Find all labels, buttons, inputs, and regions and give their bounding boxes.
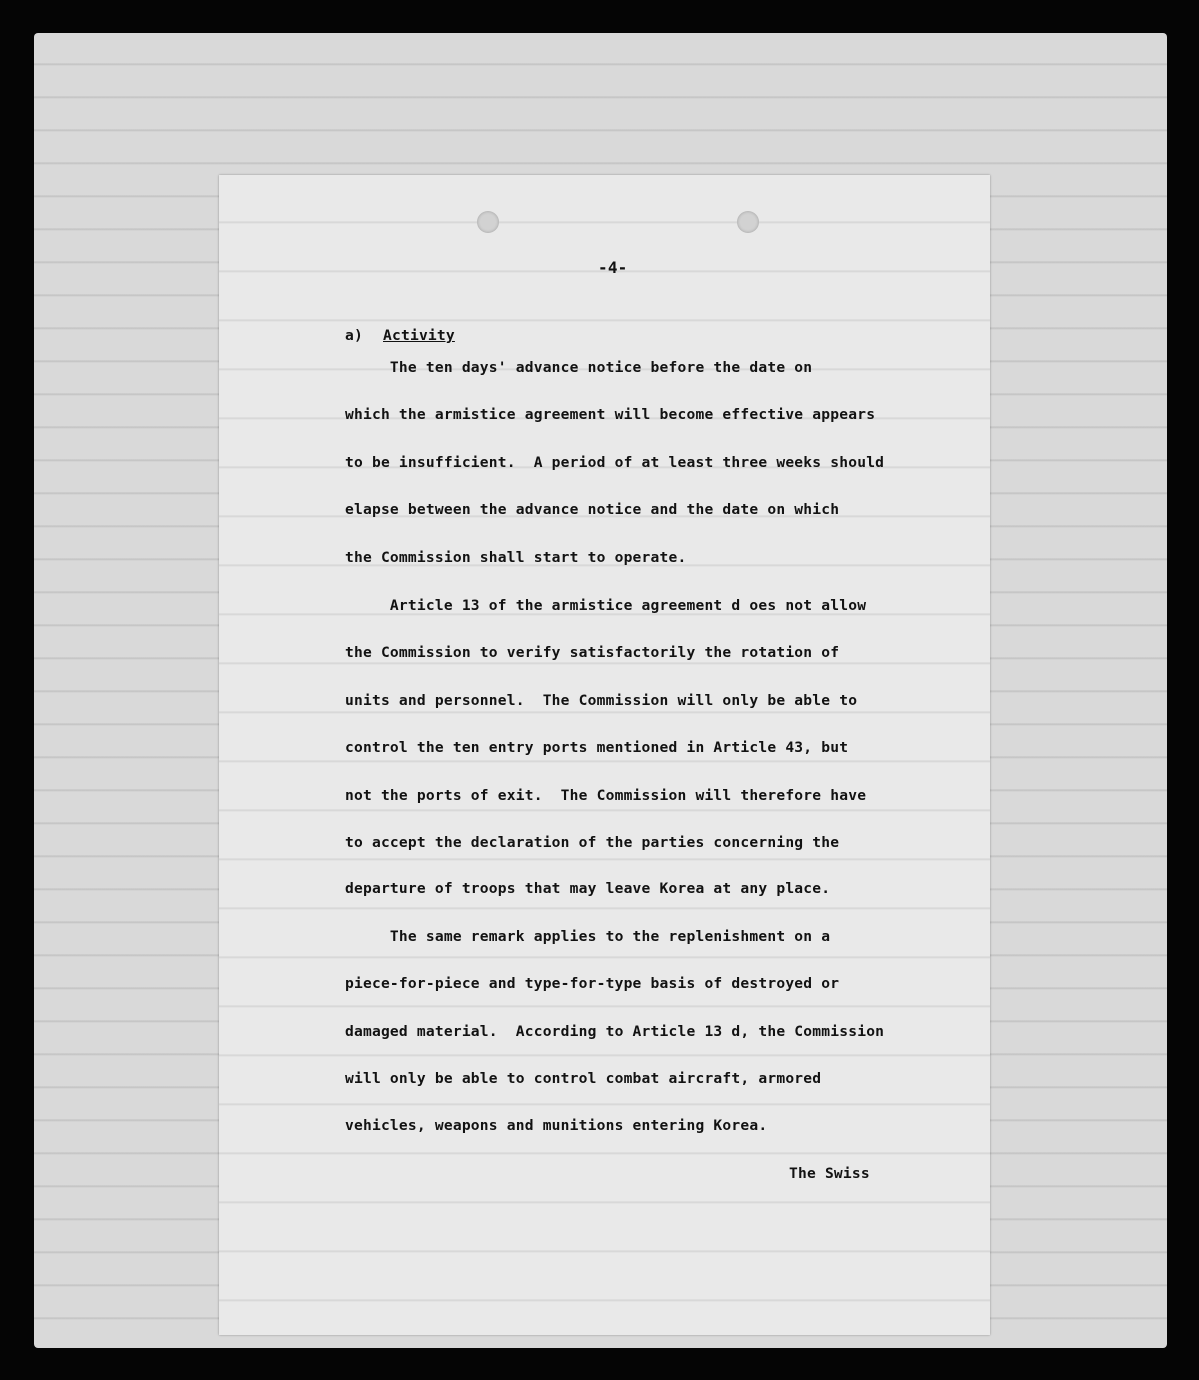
body-line: The ten days' advance notice before the date on	[345, 359, 813, 376]
body-line: the Commission shall start to operate.	[345, 549, 687, 566]
section-marker: a)	[345, 327, 363, 344]
body-line: piece-for-piece and type-for-type basis of destroyed or	[345, 975, 840, 992]
page-number: -4-	[598, 258, 628, 277]
body-line: elapse between the advance notice and the date on which	[345, 501, 840, 518]
punch-hole-right	[737, 211, 759, 233]
body-line: damaged material. According to Article 13 d, the Commission	[345, 1023, 885, 1040]
body-line: to accept the declaration of the parties concerning the	[345, 834, 840, 851]
body-line: to be insufficient. A period of at least three weeks should	[345, 454, 885, 471]
body-line: control the ten entry ports mentioned in Article 43, but	[345, 739, 849, 756]
body-line: which the armistice agreement will become effective appears	[345, 406, 876, 423]
catchword: The Swiss	[789, 1165, 870, 1182]
body-line: will only be able to control combat aircraft, armored	[345, 1070, 822, 1087]
body-line: vehicles, weapons and munitions entering Korea.	[345, 1117, 768, 1134]
body-line: units and personnel. The Commission will only be able to	[345, 692, 858, 709]
section-heading: Activity	[383, 327, 455, 344]
body-line: departure of troops that may leave Korea at any place.	[345, 880, 831, 897]
body-line: the Commission to verify satisfactorily the rotation of	[345, 644, 840, 661]
punch-hole-left	[477, 211, 499, 233]
body-line: Article 13 of the armistice agreement d oes not allow	[345, 597, 867, 614]
body-line: not the ports of exit. The Commission will therefore have	[345, 787, 867, 804]
body-line: The same remark applies to the replenishment on a	[345, 928, 831, 945]
